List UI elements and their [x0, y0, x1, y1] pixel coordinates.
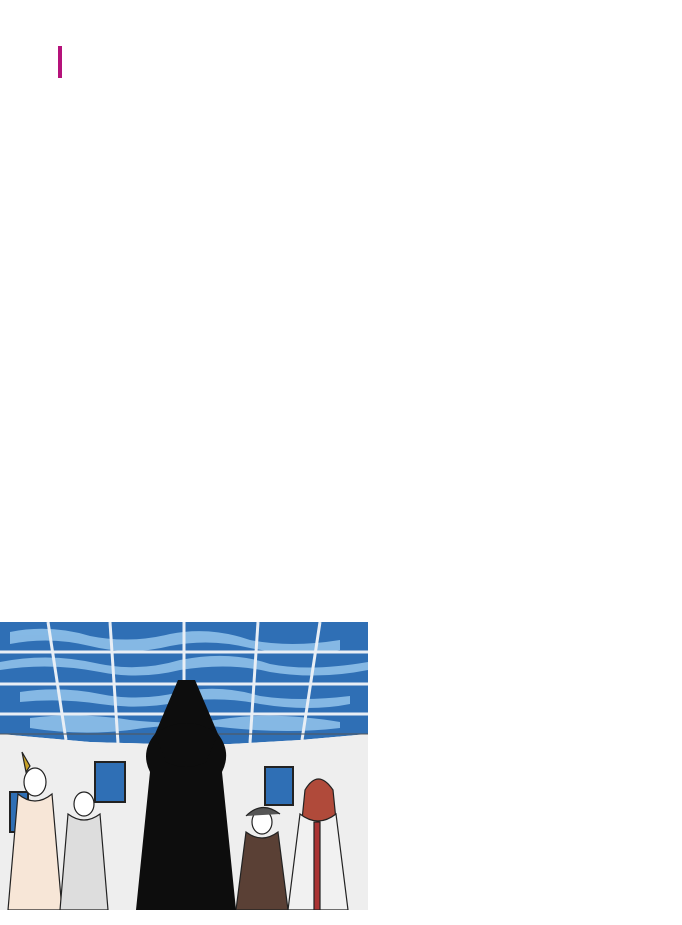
- illustration: [0, 622, 368, 910]
- question-box: [58, 46, 186, 78]
